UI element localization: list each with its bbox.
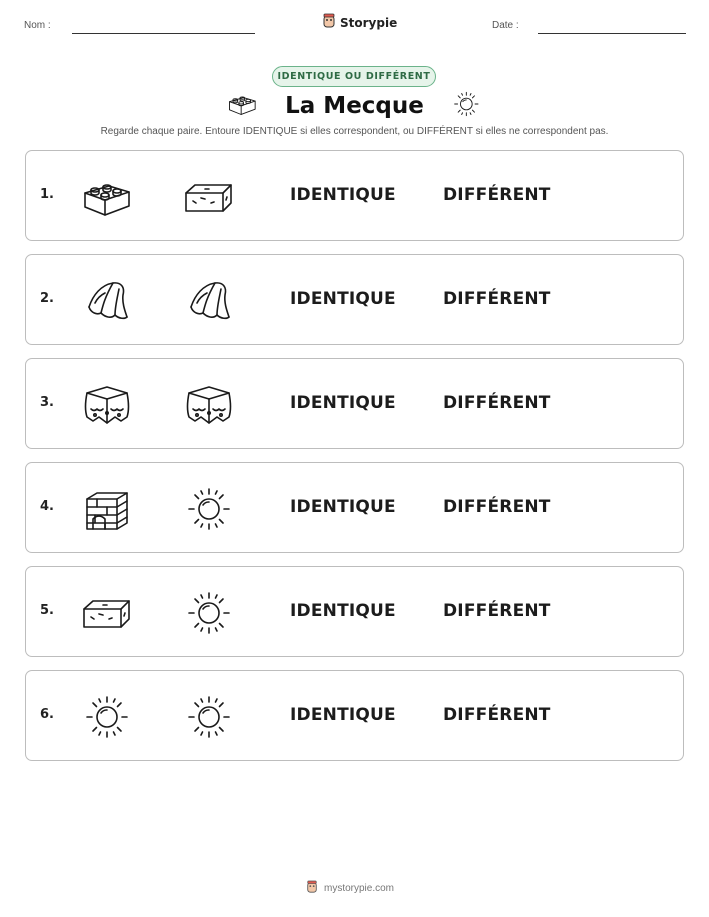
storypie-mascot-icon bbox=[322, 13, 336, 33]
question-number: 1. bbox=[40, 187, 54, 202]
question-number: 5. bbox=[40, 603, 54, 618]
different-option[interactable]: DIFFÉRENT bbox=[443, 185, 551, 205]
identique-option[interactable]: IDENTIQUE bbox=[290, 497, 396, 517]
right-picture bbox=[181, 381, 237, 429]
sun-icon bbox=[450, 90, 483, 122]
identique-option[interactable]: IDENTIQUE bbox=[290, 393, 396, 413]
storypie-mascot-icon bbox=[306, 880, 318, 897]
question-row bbox=[25, 670, 684, 761]
name-label: Nom : bbox=[24, 20, 51, 31]
question-row bbox=[25, 150, 684, 241]
identique-option[interactable]: IDENTIQUE bbox=[290, 601, 396, 621]
left-picture bbox=[79, 173, 135, 221]
right-picture bbox=[181, 173, 237, 221]
stone-house-icon bbox=[79, 485, 135, 533]
different-option[interactable]: DIFFÉRENT bbox=[443, 289, 551, 309]
different-option[interactable]: DIFFÉRENT bbox=[443, 497, 551, 517]
worksheet-type-badge: IDENTIQUE OU DIFFÉRENT bbox=[272, 66, 436, 87]
different-option[interactable]: DIFFÉRENT bbox=[443, 705, 551, 725]
different-option[interactable]: DIFFÉRENT bbox=[443, 601, 551, 621]
left-picture bbox=[79, 277, 135, 325]
instructions: Regarde chaque paire. Entoure IDENTIQUE si elles correspondent, ou DIFFÉRENT si elles ne correspondent pas. bbox=[100, 126, 609, 137]
question-number: 6. bbox=[40, 707, 54, 722]
brand-name: Storypie bbox=[340, 16, 398, 30]
brand-logo bbox=[322, 13, 397, 33]
sun-icon bbox=[79, 693, 135, 741]
question-number: 4. bbox=[40, 499, 54, 514]
question-row bbox=[25, 358, 684, 449]
draped-table-icon bbox=[79, 381, 135, 429]
right-picture bbox=[181, 485, 237, 533]
question-row bbox=[25, 566, 684, 657]
left-picture bbox=[79, 589, 135, 637]
date-line[interactable] bbox=[538, 33, 686, 34]
left-picture bbox=[79, 485, 135, 533]
cloth-icon bbox=[181, 277, 237, 325]
question-row bbox=[25, 462, 684, 553]
right-picture bbox=[181, 277, 237, 325]
draped-table-icon bbox=[181, 381, 237, 429]
question-number: 2. bbox=[40, 291, 54, 306]
sun-icon bbox=[181, 693, 237, 741]
identique-option[interactable]: IDENTIQUE bbox=[290, 185, 396, 205]
left-picture bbox=[79, 381, 135, 429]
left-picture bbox=[79, 693, 135, 741]
identique-option[interactable]: IDENTIQUE bbox=[290, 705, 396, 725]
right-picture bbox=[181, 693, 237, 741]
brick-icon bbox=[226, 90, 259, 122]
question-row bbox=[25, 254, 684, 345]
right-picture bbox=[181, 589, 237, 637]
question-number: 3. bbox=[40, 395, 54, 410]
page-title: La Mecque bbox=[285, 93, 424, 119]
footer bbox=[306, 880, 394, 897]
brick-icon bbox=[79, 173, 135, 221]
sun-icon bbox=[181, 589, 237, 637]
different-option[interactable]: DIFFÉRENT bbox=[443, 393, 551, 413]
stone-block-icon bbox=[79, 589, 135, 637]
sun-icon bbox=[181, 485, 237, 533]
title-row bbox=[0, 90, 709, 122]
date-label: Date : bbox=[492, 20, 519, 31]
name-line[interactable] bbox=[72, 33, 255, 34]
cloth-icon bbox=[79, 277, 135, 325]
footer-url[interactable]: mystorypie.com bbox=[324, 883, 395, 894]
identique-option[interactable]: IDENTIQUE bbox=[290, 289, 396, 309]
stone-block-icon bbox=[181, 173, 237, 221]
